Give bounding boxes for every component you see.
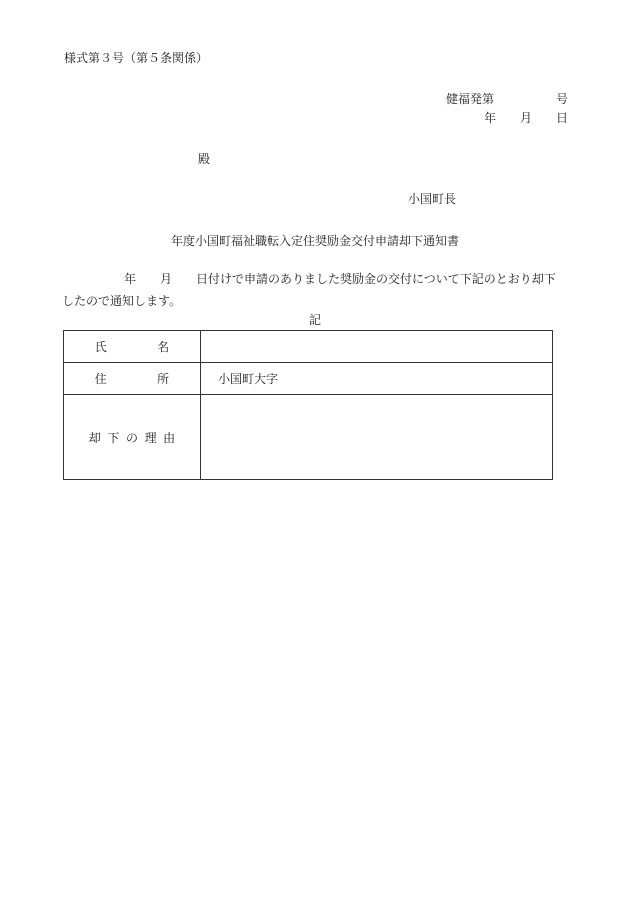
details-table	[63, 330, 553, 480]
issue-date-year: 年	[483, 111, 496, 125]
ki-heading: 記	[308, 313, 321, 327]
body-year: 年	[124, 272, 137, 286]
table-row-name	[64, 331, 553, 363]
document-title: 年度小国町福祉職転入定住奨励金交付申請却下通知書	[170, 234, 459, 248]
name-label-cell	[64, 331, 220, 363]
document-number-suffix: 号	[555, 92, 568, 106]
name-label: 氏名	[94, 340, 220, 354]
form-number: 様式第３号（第５条関係）	[64, 51, 209, 65]
issue-date-day: 日	[555, 111, 568, 125]
document-number-prefix: 健福発第	[445, 92, 494, 106]
body-text-line-2: したので通知します。	[62, 294, 182, 308]
document-number	[446, 92, 568, 106]
rejection-reason-value-cell	[201, 395, 553, 480]
issue-date-month: 月	[519, 111, 532, 125]
body-text-line-1	[62, 272, 568, 286]
body-text-rest: 日付けで申請のありました奨励金の交付について下記のとおり却下	[196, 272, 556, 286]
address-value: 小国町大字	[218, 372, 279, 386]
address-label: 住所	[94, 372, 220, 386]
issue-date	[484, 111, 568, 125]
body-month: 月	[160, 272, 173, 286]
address-value-cell	[201, 363, 553, 395]
issuer-name: 小国町長	[408, 192, 457, 206]
table-row-rejection-reason	[64, 395, 553, 480]
addressee-honorific: 殿	[198, 152, 211, 166]
rejection-reason-label: 却下の理由	[88, 430, 182, 445]
name-value-cell	[201, 331, 553, 363]
rejection-reason-label-cell	[64, 395, 201, 480]
address-label-cell	[64, 363, 220, 395]
table-row-address	[64, 363, 553, 395]
